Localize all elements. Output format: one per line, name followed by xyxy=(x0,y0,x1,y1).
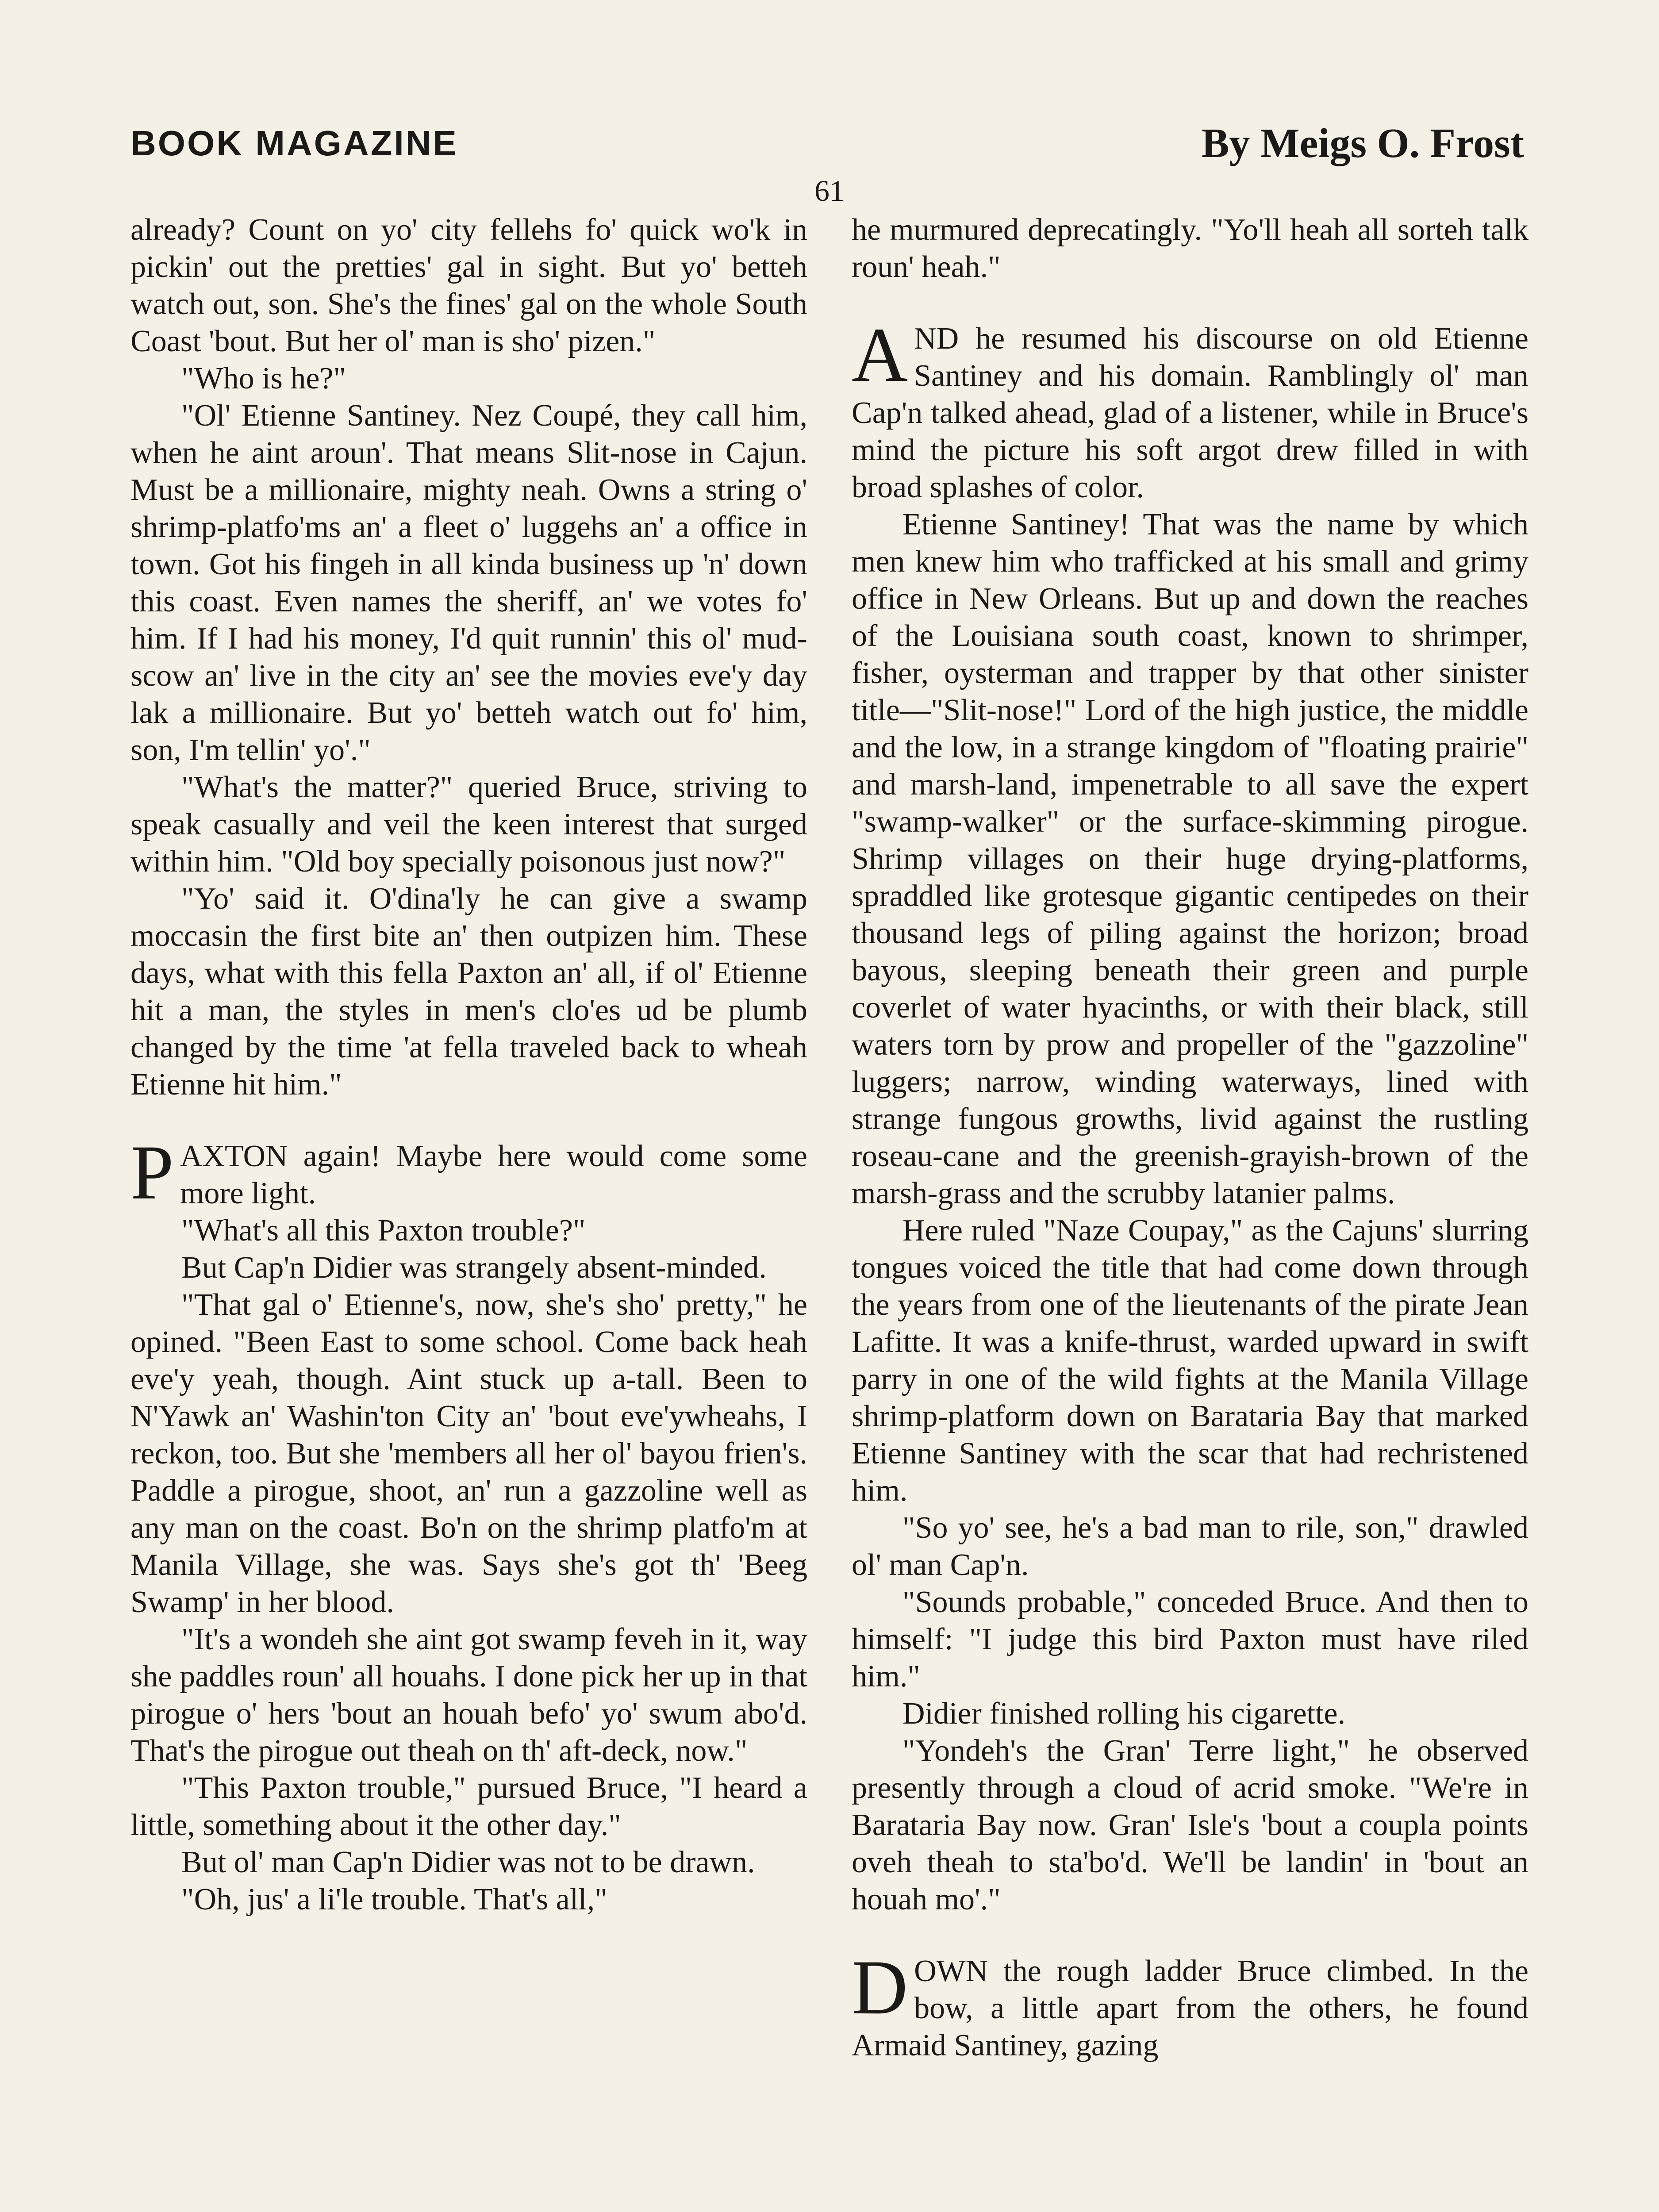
paragraph: "It's a wondeh she aint got swamp feveh in it, way she paddles roun' all houahs. I done pick her up in that pirogue o' hers 'bout an houah befo' yo' swum abo'd. That's the pirogue out theah on th' aft-deck, now." xyxy=(131,1622,807,1768)
paragraph: "What's the matter?" queried Bruce, striving to speak casually and veil the keen interest that surged within him. "Old boy specially poisonous just now?" xyxy=(131,770,807,879)
paragraph-text: OWN the rough ladder Bruce climbed. In the bow, a little apart from the others, he found Armaid Santiney, gazing xyxy=(852,1954,1528,2062)
author-byline: By Meigs O. Frost xyxy=(1201,120,1524,166)
section-opening-paragraph xyxy=(131,1129,807,1216)
paragraph: "That gal o' Etienne's, now, she's sho' pretty," he opined. "Been East to some school. Come back heah eve'y yeah, though. Aint stuck up a-tall. Been to N'Yawk an' Washin'ton City an' 'bout eve'ywheahs, I reckon, too. But she 'members all her ol' bayou frien's. Paddle a pirogue, shoot, an' run a gazzoline well as any man on the coast. Bo'n on the shrimp platfo'm at Manila Village, she was. Says she's got th' 'Beeg Swamp' in her blood. xyxy=(131,1288,807,1619)
right-column xyxy=(852,211,1528,2064)
drop-cap: A xyxy=(852,312,908,398)
paragraph: But Cap'n Didier was strangely absent-minded. xyxy=(181,1251,767,1285)
paragraph: "Oh, jus' a li'le trouble. That's all," xyxy=(181,1882,607,1916)
paragraph-text: AXTON again! Maybe here would come some more light. xyxy=(180,1139,807,1210)
drop-cap: P xyxy=(131,1129,174,1216)
paragraph: "Who is he?" xyxy=(181,361,346,396)
left-column xyxy=(131,211,807,1918)
page-number: 61 xyxy=(814,174,845,207)
paragraph: Here ruled "Naze Coupay," as the Cajuns' slurring tongues voiced the title that had come down through the years from one of the lieutenants of the pirate Jean Lafitte. It was a knife-thrust, warded upward in swift parry in one of the wild fights at the Manila Village shrimp-platform down on Barataria Bay that marked Etienne Santiney with the scar that had rechristened him. xyxy=(852,1214,1528,1508)
magazine-title: BOOK MAGAZINE xyxy=(131,123,458,163)
paragraph: "This Paxton trouble," pursued Bruce, "I heard a little, something about it the other day." xyxy=(131,1771,807,1842)
section-opening-paragraph xyxy=(852,1944,1528,2064)
paragraph-text: ND he resumed his discourse on old Etienne Santiney and his domain. Ramblingly ol' man Cap'n talked ahead, glad of a listener, while in Bruce's mind the picture his soft argot drew filled in with broad splashes of color. xyxy=(852,322,1528,504)
paragraph: "Yondeh's the Gran' Terre light," he observed presently through a cloud of acrid smoke. "We're in Barataria Bay now. Gran' Isle's 'bout a coupla points oveh theah to sta'bo'd. We'll be landin' in 'bout an houah mo'." xyxy=(852,1734,1528,1916)
paragraph: But ol' man Cap'n Didier was not to be drawn. xyxy=(181,1845,755,1879)
paragraph: Etienne Santiney! That was the name by which men knew him who trafficked at his small and grimy office in New Orleans. But up and down the reaches of the Louisiana south coast, known to shrimper, fisher, oysterman and trapper by that other sinister title—"Slit-nose!" Lord of the high justice, the middle and the low, in a strange kingdom of "floating prairie" and marsh-land, impenetrable to all save the expert "swamp-walker" or the surface-skimming pirogue. Shrimp villages on their huge drying-platforms, spraddled like grotesque gigantic centipedes on their thousand legs of piling against the horizon; broad bayous, sleeping beneath their green and purple coverlet of water hyacinths, or with their black, still waters torn by prow and propeller of the "gazzoline" luggers; narrow, winding waterways, lined with strange fungous growths, livid against the rustling roseau-cane and the greenish-grayish-brown of the marsh-grass and the scrubby latanier palms. xyxy=(852,507,1528,1210)
paragraph: "Sounds probable," conceded Bruce. And then to himself: "I judge this bird Paxton must have riled him." xyxy=(852,1585,1528,1694)
section-opening-paragraph xyxy=(852,312,1528,506)
continued-paragraph: he murmured deprecatingly. "Yo'll heah all sorteh talk roun' heah." xyxy=(852,213,1528,284)
paragraph: "So yo' see, he's a bad man to rile, son," drawled ol' man Cap'n. xyxy=(852,1511,1528,1582)
paragraph: "What's all this Paxton trouble?" xyxy=(181,1214,586,1248)
drop-cap: D xyxy=(852,1944,908,2031)
continued-paragraph: already? Count on yo' city fellehs fo' quick wo'k in pickin' out the pretties' gal in sight. But yo' betteh watch out, son. She's the fines' gal on the whole South Coast 'bout. But her ol' man is sho' pizen." xyxy=(131,213,807,358)
paragraph: "Yo' said it. O'dina'ly he can give a swamp moccasin the first bite an' then outpizen him. These days, what with this fella Paxton an' all, if ol' Etienne hit a man, the styles in men's clo'es ud be plumb changed by the time 'at fella traveled back to wheah Etienne hit him." xyxy=(131,882,807,1102)
paragraph: "Ol' Etienne Santiney. Nez Coupé, they call him, when he aint aroun'. That means Slit-nose in Cajun. Must be a millionaire, mighty neah. Owns a string o' shrimp-platfo'ms an' a fleet o' luggehs an' a office in town. Got his fingeh in all kinda business up 'n' down this coast. Even names the sheriff, an' we votes fo' him. If I had his money, I'd quit runnin' this ol' mud-scow an' live in the city an' see the movies eve'y day lak a millionaire. But yo' betteh watch out fo' him, son, I'm tellin' yo'." xyxy=(131,399,807,767)
paragraph: Didier finished rolling his cigarette. xyxy=(902,1697,1346,1731)
